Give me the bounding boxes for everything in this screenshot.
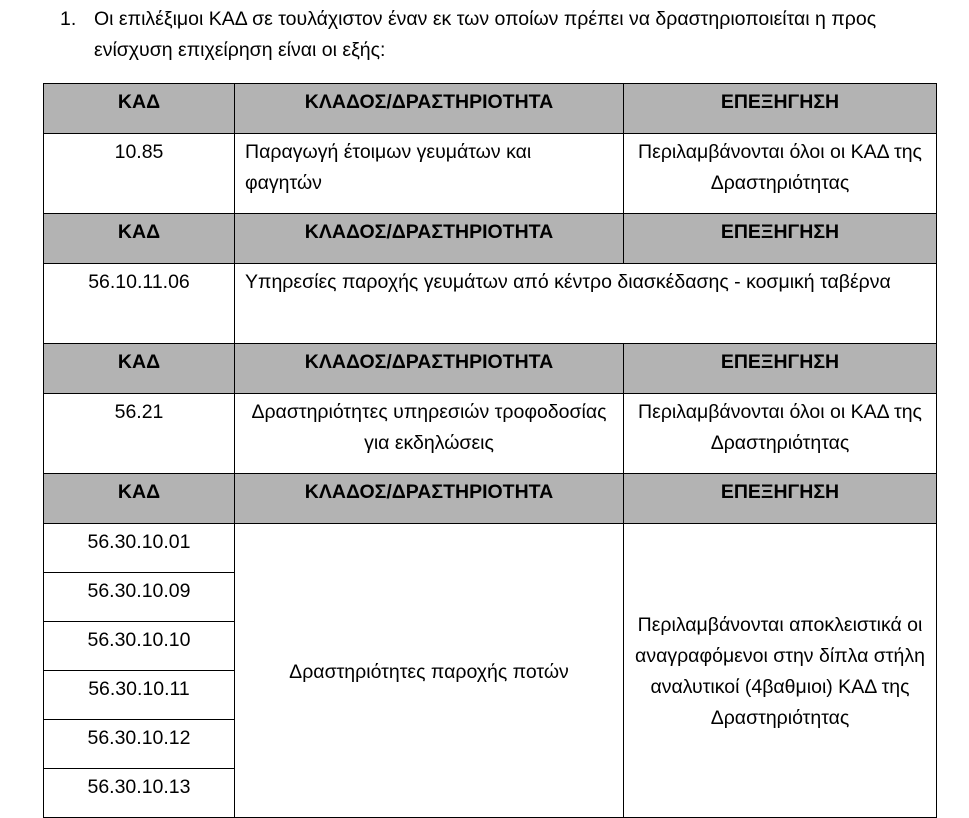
table-row xyxy=(44,524,937,573)
header-kad: ΚΑΔ xyxy=(44,214,235,264)
table-row xyxy=(44,264,937,344)
sector-cell: Δραστηριότητες παροχής ποτών xyxy=(235,524,624,818)
header-kad: ΚΑΔ xyxy=(44,474,235,524)
header-row xyxy=(44,84,937,134)
kad-code: 10.85 xyxy=(44,134,235,214)
sector-cell: Υπηρεσίες παροχής γευμάτων από κέντρο διασκέδασης - κοσμική ταβέρνα xyxy=(235,264,937,344)
kad-code: 56.30.10.09 xyxy=(44,573,235,622)
header-kad: ΚΑΔ xyxy=(44,84,235,134)
header-sector: ΚΛΑΔΟΣ/ΔΡΑΣΤΗΡΙΟΤΗΤΑ xyxy=(235,474,624,524)
kad-code: 56.30.10.01 xyxy=(44,524,235,573)
header-explanation: ΕΠΕΞΗΓΗΣΗ xyxy=(624,474,937,524)
sector-cell: Παραγωγή έτοιμων γευμάτων και φαγητών xyxy=(235,134,624,214)
explanation-cell: Περιλαμβάνονται όλοι οι ΚΑΔ της Δραστηριότητας xyxy=(624,394,937,474)
kad-code: 56.21 xyxy=(44,394,235,474)
header-kad: ΚΑΔ xyxy=(44,344,235,394)
header-row xyxy=(44,214,937,264)
list-number: 1. xyxy=(60,8,77,30)
explanation-cell: Περιλαμβάνονται αποκλειστικά οι αναγραφόμενοι στην δίπλα στήλη αναλυτικοί (4βαθμιοι) ΚΑΔ της Δραστηριότητας xyxy=(624,524,937,818)
kad-table xyxy=(43,83,937,818)
header-sector: ΚΛΑΔΟΣ/ΔΡΑΣΤΗΡΙΟΤΗΤΑ xyxy=(235,214,624,264)
header-sector: ΚΛΑΔΟΣ/ΔΡΑΣΤΗΡΙΟΤΗΤΑ xyxy=(235,84,624,134)
table-row xyxy=(44,134,937,214)
kad-code: 56.30.10.10 xyxy=(44,622,235,671)
intro-text: Οι επιλέξιμοι ΚΑΔ σε τουλάχιστον έναν εκ των οποίων πρέπει να δραστηριοποιείται η προς ενίσχυση επιχείρηση είναι οι εξής: xyxy=(94,8,877,61)
header-row xyxy=(44,474,937,524)
intro-paragraph xyxy=(60,4,950,66)
kad-code: 56.30.10.13 xyxy=(44,769,235,818)
header-explanation: ΕΠΕΞΗΓΗΣΗ xyxy=(624,344,937,394)
explanation-cell: Περιλαμβάνονται όλοι οι ΚΑΔ της Δραστηριότητας xyxy=(624,134,937,214)
header-sector: ΚΛΑΔΟΣ/ΔΡΑΣΤΗΡΙΟΤΗΤΑ xyxy=(235,344,624,394)
kad-code: 56.10.11.06 xyxy=(44,264,235,344)
header-explanation: ΕΠΕΞΗΓΗΣΗ xyxy=(624,84,937,134)
kad-code: 56.30.10.12 xyxy=(44,720,235,769)
kad-code: 56.30.10.11 xyxy=(44,671,235,720)
sector-cell: Δραστηριότητες υπηρεσιών τροφοδοσίας για εκδηλώσεις xyxy=(235,394,624,474)
header-explanation: ΕΠΕΞΗΓΗΣΗ xyxy=(624,214,937,264)
table-row xyxy=(44,394,937,474)
header-row xyxy=(44,344,937,394)
